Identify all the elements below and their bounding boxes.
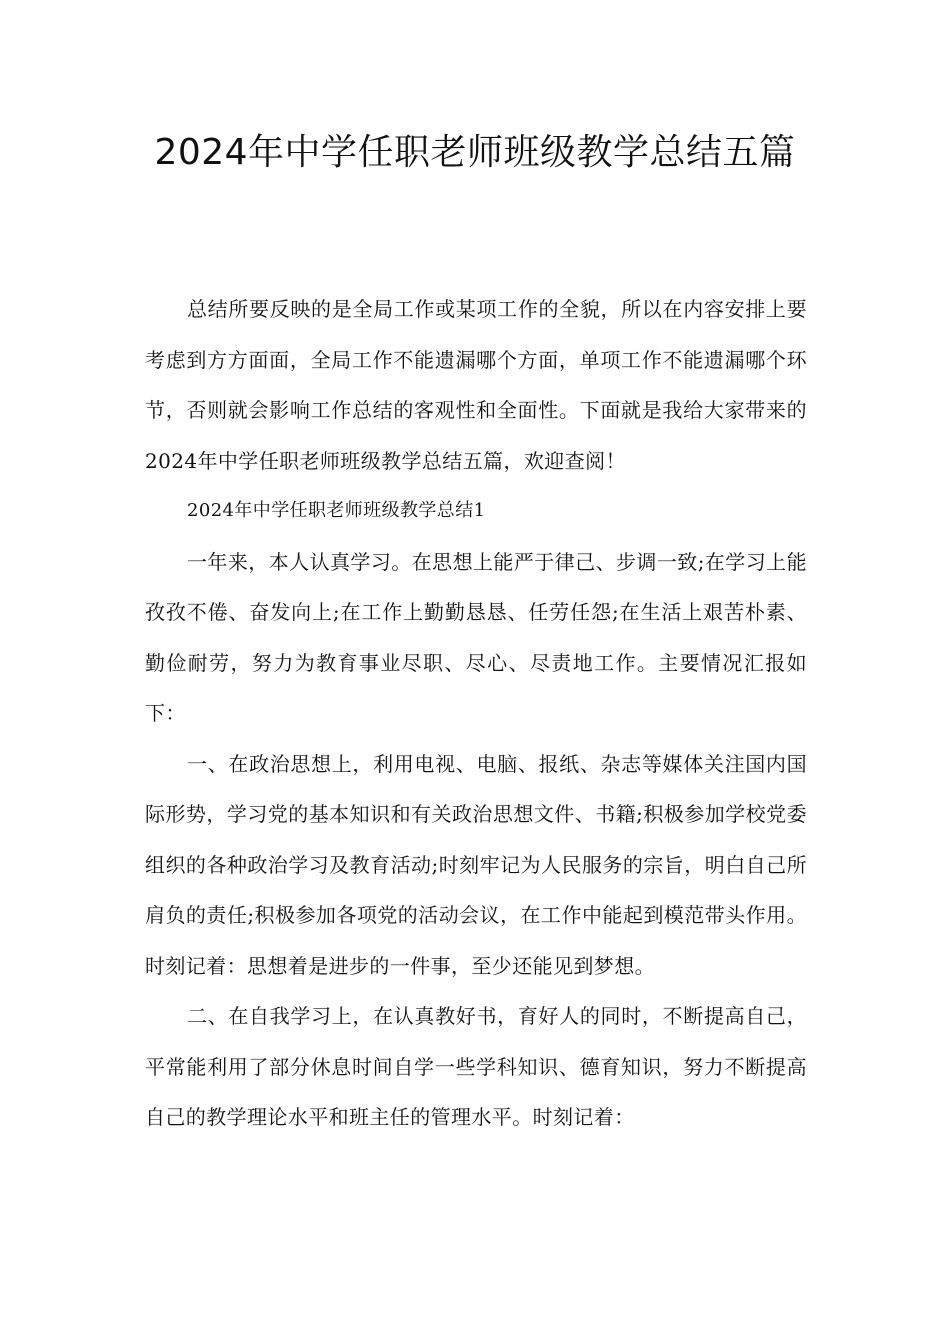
self-study-paragraph: 二、在自我学习上，在认真教好书，育好人的同时，不断提高自己，平常能利用了部分休息时间自学一些学科知识、德育知识，努力不断提高自己的教学理论水平和班主任的管理水平。时刻记着： — [145, 1004, 807, 1129]
intro-paragraph: 总结所要反映的是全局工作或某项工作的全貌，所以在内容安排上要考虑到方方面面，全局工作不能遗漏哪个方面，单项工作不能遗漏哪个环节，否则就会影响工作总结的客观性和全面性。下面就是我给大家带来的2024年中学任职老师班级教学总结五篇，欢迎查阅！ — [145, 297, 807, 473]
summary-paragraph: 一年来，本人认真学习。在思想上能严于律己、步调一致;在学习上能孜孜不倦、奋发向上;在工作上勤勤恳恳、任劳任怨;在生活上艰苦朴素、勤俭耐劳，努力为教育事业尽职、尽心、尽责地工作。主要情况汇报如下： — [145, 549, 807, 725]
section-heading: 2024年中学任职老师班级教学总结1 — [187, 500, 486, 521]
document-title: 2024年中学任职老师班级教学总结五篇 — [154, 132, 796, 173]
politics-paragraph: 一、在政治思想上，利用电视、电脑、报纸、杂志等媒体关注国内国际形势，学习党的基本知识和有关政治思想文件、书籍;积极参加学校党委组织的各种政治学习及教育活动;时刻牢记为人民服务的宗旨，明白自己所肩负的责任;积极参加各项党的活动会议，在工作中能起到模范带头作用。时刻记着：思想着是进步的一件事，至少还能见到梦想。 — [145, 751, 807, 978]
document-body — [145, 284, 807, 1143]
